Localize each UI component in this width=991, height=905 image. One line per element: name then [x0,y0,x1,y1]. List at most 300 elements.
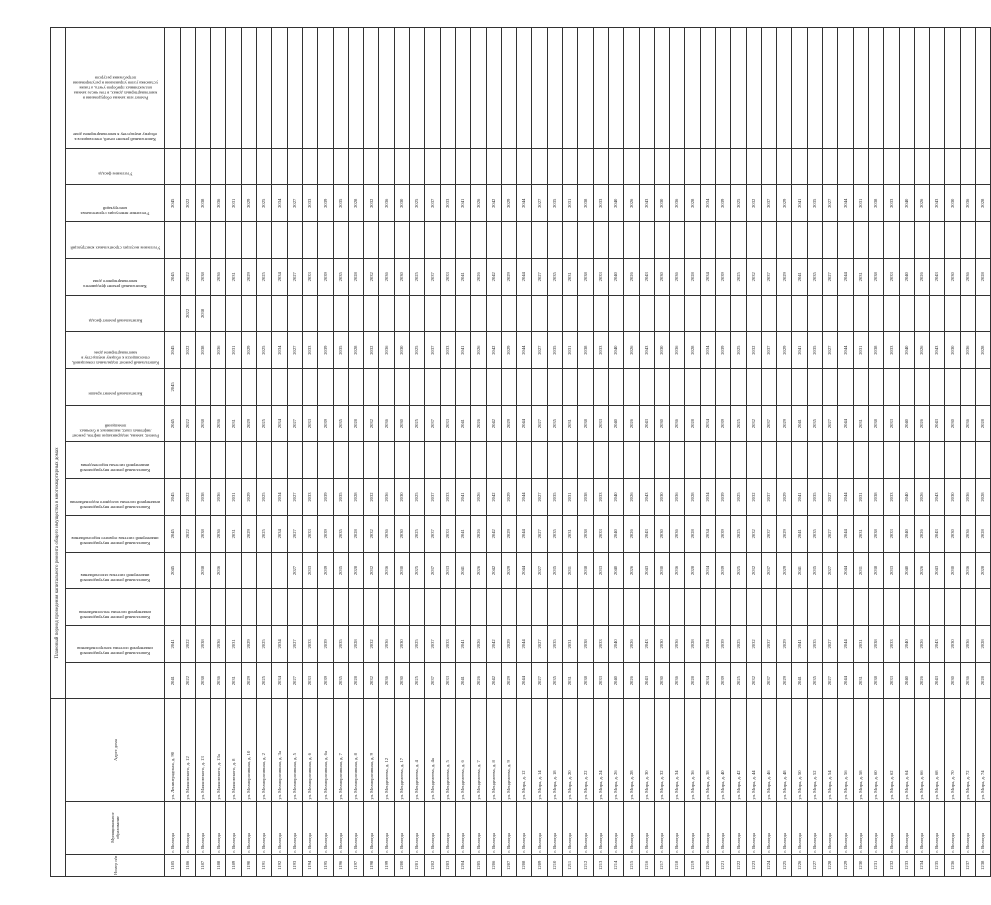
address-cell: ул. Мира, д. 28 [624,699,639,801]
address-cell: ул. Менделеева, д. 4 [410,699,425,801]
year-cell [945,442,960,479]
year-cell: 2025 [410,626,425,663]
year-cell [226,148,241,185]
year-cell: 2040 [899,515,914,552]
year-cell [318,442,333,479]
year-cell: 2022 [180,332,195,369]
municipality-cell: г. Вологда [410,801,425,854]
row-number-cell: 1209 [532,854,547,876]
year-cell: 2029 [777,626,792,663]
year-cell: 2036 [960,552,975,589]
table-row [578,28,593,877]
year-cell [563,295,578,332]
col-header-work: Капитальный ремонт печей, относящихся к общему имуществу в многоквартирном доме [66,148,165,185]
table-row [593,28,608,877]
year-cell [410,589,425,626]
year-cell [700,222,715,259]
year-cell [318,148,333,185]
year-cell: 2036 [379,185,394,222]
municipality-cell: г. Вологда [195,801,210,854]
year-cell: 2043 [930,662,945,699]
year-cell [608,589,623,626]
year-cell: 2038 [578,185,593,222]
row-number-cell: 1230 [853,854,868,876]
year-cell: 2026 [624,258,639,295]
year-cell [700,295,715,332]
municipality-cell: г. Вологда [700,801,715,854]
address-cell: ул. Мира, д. 38 [700,699,715,801]
year-cell [884,222,899,259]
year-cell: 2028 [976,552,991,589]
year-cell: 2028 [976,479,991,516]
year-cell: 2039 [318,662,333,699]
year-cell [945,148,960,185]
year-cell: 2030 [945,552,960,589]
year-cell [379,442,394,479]
year-cell [761,589,776,626]
year-cell: 2035 [547,332,562,369]
year-cell [180,552,195,589]
year-cell: 2037 [425,552,440,589]
year-cell: 2026 [624,405,639,442]
year-cell: 2031 [853,626,868,663]
row-number-cell: 1213 [593,854,608,876]
year-cell: 2030 [654,405,669,442]
municipality-cell: г. Вологда [547,801,562,854]
year-cell: 2044 [838,185,853,222]
year-cell: 2027 [823,185,838,222]
address-cell: ул. Мира, д. 20 [563,699,578,801]
table-row [884,28,899,877]
year-cell [838,295,853,332]
year-cell: 2033 [302,515,317,552]
table-row [945,28,960,877]
year-cell [746,28,761,149]
year-cell: 2041 [455,405,470,442]
year-cell [624,28,639,149]
year-cell: 2036 [211,515,226,552]
col-header-work: Капитальный ремонт внутридомовой инженерной системы теплоснабжения [66,626,165,663]
year-cell [532,28,547,149]
year-cell: 2045 [165,185,180,222]
year-cell: 2026 [471,405,486,442]
year-cell [578,589,593,626]
year-cell [455,148,470,185]
year-cell [486,369,501,406]
year-cell: 2035 [547,515,562,552]
table-row [761,28,776,877]
year-cell: 2036 [211,662,226,699]
year-cell [914,589,929,626]
year-cell [257,295,272,332]
year-cell: 2033 [302,479,317,516]
year-cell: 2038 [195,258,210,295]
year-cell [302,222,317,259]
year-cell: 2025 [731,332,746,369]
year-cell: 2045 [165,515,180,552]
year-cell: 2041 [455,662,470,699]
year-cell: 2044 [838,332,853,369]
year-cell: 2034 [700,405,715,442]
row-number-cell: 1198 [364,854,379,876]
year-cell: 2035 [807,405,822,442]
municipality-cell: г. Вологда [486,801,501,854]
year-cell: 2026 [914,662,929,699]
year-cell [746,222,761,259]
year-cell: 2022 [180,258,195,295]
column-header-row [66,28,165,877]
year-cell: 2028 [685,662,700,699]
year-cell: 2034 [272,185,287,222]
year-cell [868,28,883,149]
year-cell [471,442,486,479]
year-cell: 2028 [348,258,363,295]
year-cell [731,369,746,406]
year-cell [884,295,899,332]
year-cell: 2033 [884,626,899,663]
year-cell [624,442,639,479]
year-cell: 2036 [211,185,226,222]
year-cell [823,442,838,479]
year-cell [715,442,730,479]
year-cell [180,28,195,149]
year-cell [670,295,685,332]
year-cell: 2027 [532,552,547,589]
year-cell [517,442,532,479]
year-cell: 2038 [195,552,210,589]
year-cell: 2026 [471,332,486,369]
year-cell: 2031 [853,405,868,442]
year-cell [899,369,914,406]
year-cell: 2029 [501,258,516,295]
year-cell [394,442,409,479]
year-cell [394,369,409,406]
year-cell [394,28,409,149]
year-cell: 2031 [226,626,241,663]
row-number-cell: 1223 [746,854,761,876]
year-cell [792,295,807,332]
year-cell: 2033 [302,626,317,663]
year-cell [685,28,700,149]
year-cell [608,148,623,185]
year-cell: 2033 [440,662,455,699]
year-cell: 2031 [226,258,241,295]
address-cell: ул. Мира, д. 22 [578,699,593,801]
year-cell: 2036 [379,515,394,552]
table-row [914,28,929,877]
year-cell: 2038 [868,332,883,369]
year-cell: 2042 [486,405,501,442]
row-number-cell: 1192 [272,854,287,876]
year-cell: 2038 [578,662,593,699]
year-cell [868,442,883,479]
col-header-work: Капитальный ремонт внутридомовой инженерной системы водоотведения [66,479,165,516]
year-cell [715,148,730,185]
year-cell: 2041 [792,552,807,589]
year-cell [639,442,654,479]
address-cell: ул. Мира, д. 26 [608,699,623,801]
municipality-cell: г. Вологда [639,801,654,854]
row-number-cell: 1193 [287,854,302,876]
year-cell: 2031 [563,405,578,442]
address-cell: ул. Мира, д. 24 [593,699,608,801]
year-cell: 2035 [547,479,562,516]
col-header-address: Адрес дома [66,699,165,801]
year-cell: 2040 [899,185,914,222]
year-cell [685,148,700,185]
year-cell: 2030 [394,185,409,222]
year-cell: 2031 [853,515,868,552]
year-cell: 2043 [639,185,654,222]
year-cell: 2040 [608,515,623,552]
year-cell: 2028 [685,515,700,552]
table-row [639,28,654,877]
year-cell [287,369,302,406]
municipality-cell: г. Вологда [180,801,195,854]
year-cell [364,295,379,332]
year-cell [379,222,394,259]
year-cell: 2028 [685,479,700,516]
year-cell [884,148,899,185]
year-cell: 2033 [884,332,899,369]
year-cell [914,295,929,332]
year-cell [685,442,700,479]
municipality-cell: г. Вологда [654,801,669,854]
year-cell [440,28,455,149]
year-cell: 2044 [517,552,532,589]
table-row [746,28,761,877]
table-row [410,28,425,877]
municipality-cell: г. Вологда [685,801,700,854]
year-cell [976,148,991,185]
year-cell: 2041 [455,332,470,369]
year-cell [302,442,317,479]
year-cell: 2033 [302,405,317,442]
year-cell: 2027 [823,405,838,442]
year-cell: 2036 [670,185,685,222]
municipality-cell: г. Вологда [945,801,960,854]
year-cell: 2037 [761,626,776,663]
year-cell: 2041 [792,185,807,222]
table-row [425,28,440,877]
year-cell: 2027 [823,515,838,552]
year-cell: 2040 [608,405,623,442]
col-header-work: Капитальный ремонт фасада [66,332,165,369]
year-cell: 2033 [884,185,899,222]
year-cell: 2030 [394,405,409,442]
year-cell: 2034 [272,405,287,442]
year-cell [471,295,486,332]
year-cell: 2044 [517,185,532,222]
municipality-cell: г. Вологда [608,801,623,854]
year-cell [486,222,501,259]
year-cell: 2042 [486,332,501,369]
year-cell: 2040 [899,662,914,699]
year-cell [685,222,700,259]
year-cell: 2025 [731,185,746,222]
address-cell: ул. Мира, д. 62 [884,699,899,801]
year-cell [823,28,838,149]
year-cell: 2041 [792,515,807,552]
year-cell: 2045 [165,369,180,406]
year-cell [257,589,272,626]
year-cell: 2035 [547,405,562,442]
col-header-work: Утепление несущих строительных конструкций [66,258,165,295]
year-cell [930,295,945,332]
year-cell: 2025 [410,405,425,442]
year-cell: 2027 [532,626,547,663]
year-cell [761,369,776,406]
year-cell [241,148,256,185]
table-row [608,28,623,877]
year-cell: 2033 [440,515,455,552]
year-cell [241,589,256,626]
municipality-cell: г. Вологда [914,801,929,854]
municipality-cell: г. Вологда [624,801,639,854]
year-cell: 2036 [960,479,975,516]
year-cell [960,369,975,406]
year-cell [761,442,776,479]
year-cell: 2032 [364,552,379,589]
year-cell [440,222,455,259]
municipality-cell: г. Вологда [364,801,379,854]
address-cell: ул. Менделеева, д. 17 [394,699,409,801]
year-cell: 2031 [226,185,241,222]
year-cell [976,222,991,259]
year-cell [731,295,746,332]
year-cell: 2043 [930,515,945,552]
year-cell: 2036 [670,258,685,295]
address-cell: ул. Маяковского, д. 13 [195,699,210,801]
year-cell: 2025 [731,662,746,699]
year-cell: 2034 [272,515,287,552]
col-header-work: Капитальный ремонт внутридомовой инженерной системы газоснабжения [66,589,165,626]
year-cell [777,295,792,332]
year-cell [945,589,960,626]
address-cell: ул. Мира, д. 32 [654,699,669,801]
address-cell: ул. Мелиоративная, д. 7 [333,699,348,801]
year-cell [868,148,883,185]
year-cell: 2025 [257,258,272,295]
year-cell: 2026 [471,662,486,699]
year-cell [471,148,486,185]
address-cell: ул. Менделеева, д. 6 [455,699,470,801]
year-cell [379,589,394,626]
year-cell [807,148,822,185]
year-cell: 2040 [608,479,623,516]
year-cell [333,148,348,185]
year-cell [348,369,363,406]
year-cell [394,589,409,626]
year-cell [807,369,822,406]
year-cell: 2038 [195,185,210,222]
year-cell: 2025 [257,662,272,699]
year-cell: 2025 [731,515,746,552]
year-cell [379,369,394,406]
year-cell [899,222,914,259]
year-cell [257,222,272,259]
year-cell [578,28,593,149]
year-cell: 2027 [532,515,547,552]
year-cell: 2034 [700,515,715,552]
year-cell [792,28,807,149]
year-cell: 2030 [654,552,669,589]
year-cell: 2041 [165,662,180,699]
year-cell: 2028 [976,515,991,552]
year-cell: 2035 [807,662,822,699]
year-cell: 2026 [914,479,929,516]
address-cell: ул. Менделеева, д. 7 [471,699,486,801]
municipality-cell: г. Вологда [318,801,333,854]
year-cell [608,442,623,479]
table-row [853,28,868,877]
year-cell [501,28,516,149]
year-cell: 2043 [930,332,945,369]
year-cell [501,369,516,406]
year-cell [272,589,287,626]
year-cell [807,295,822,332]
year-cell [578,222,593,259]
row-number-cell: 1201 [410,854,425,876]
year-cell: 2038 [195,405,210,442]
year-cell [211,295,226,332]
year-cell [272,222,287,259]
year-cell: 2038 [578,258,593,295]
year-cell: 2038 [578,515,593,552]
year-cell: 2035 [333,405,348,442]
row-number-cell: 1196 [333,854,348,876]
year-cell [440,295,455,332]
year-cell: 2044 [838,552,853,589]
year-cell: 2035 [547,662,562,699]
year-cell [226,552,241,589]
year-cell: 2033 [884,479,899,516]
year-cell [425,148,440,185]
year-cell: 2044 [517,662,532,699]
year-cell: 2039 [318,552,333,589]
address-cell: ул. Мира, д. 44 [746,699,761,801]
year-cell: 2033 [440,185,455,222]
year-cell [593,148,608,185]
year-cell [715,589,730,626]
municipality-cell: г. Вологда [532,801,547,854]
year-cell: 2038 [195,662,210,699]
row-number-cell: 1215 [624,854,639,876]
row-number-cell: 1231 [868,854,883,876]
year-cell: 2041 [165,626,180,663]
year-cell: 2029 [501,626,516,663]
year-cell: 2036 [960,332,975,369]
year-cell: 2029 [777,405,792,442]
year-cell: 2036 [670,479,685,516]
table-row [241,28,256,877]
table-row [226,28,241,877]
year-cell [899,442,914,479]
year-cell: 2043 [639,515,654,552]
year-cell [226,295,241,332]
year-cell [241,295,256,332]
year-cell: 2025 [257,332,272,369]
year-cell: 2022 [180,185,195,222]
row-number-cell: 1218 [670,854,685,876]
year-cell: 2043 [930,185,945,222]
year-cell: 2037 [425,332,440,369]
year-cell: 2033 [302,185,317,222]
year-cell [899,589,914,626]
year-cell: 2037 [425,479,440,516]
year-cell: 2029 [241,185,256,222]
year-cell [241,28,256,149]
